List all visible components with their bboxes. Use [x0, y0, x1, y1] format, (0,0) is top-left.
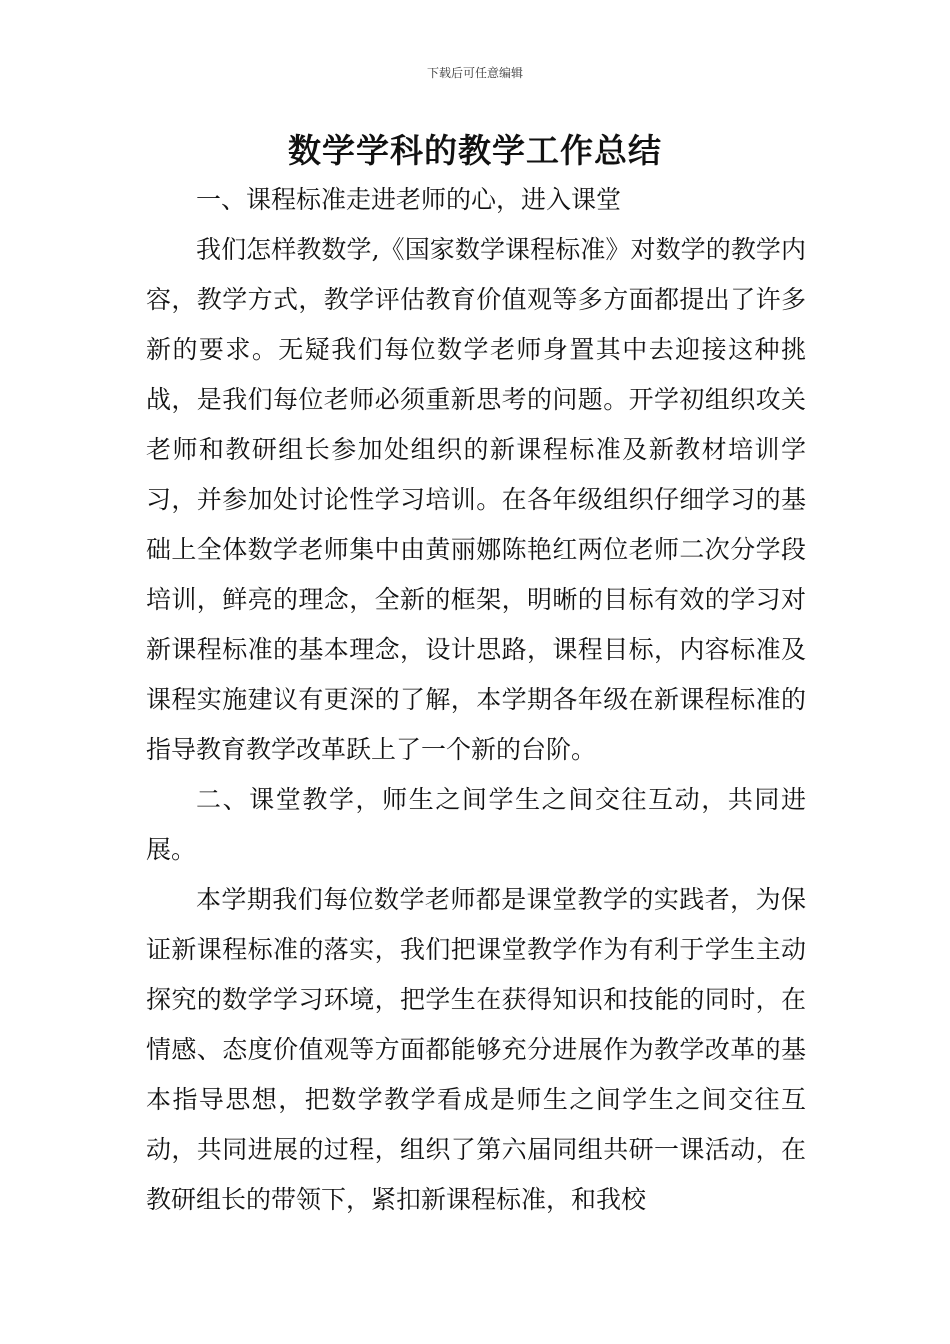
document-body	[146, 175, 806, 1225]
section-heading-1: 一、课程标准走进老师的心，进入课堂	[196, 185, 622, 214]
document-title: 数学学科的教学工作总结	[288, 131, 662, 170]
paragraph-1: 我们怎样教数学,《国家数学课程标准》对数学的教学内容，教学方式，教学评估教育价值观等多方面都提出了许多新的要求。无疑我们每位数学老师身置其中去迎接这种挑战，是我们每位老师必须重新思考的问题。开学初组织攻关老师和教研组长参加处组织的新课程标准及新教材培训学习，并参加处讨论性学习培训。在各年级组织仔细学习的基础上全体数学老师集中由黄丽娜陈艳红两位老师二次分学段培训，鲜亮的理念，全新的框架，明晰的目标有效的学习对新课程标准的基本理念，设计思路，课程目标，内容标准及课程实施建议有更深的了解，本学期各年级在新课程标准的指导教育教学改革跃上了一个新的台阶。	[146, 235, 806, 764]
section-heading-2: 二、课堂教学，师生之间学生之间交往互动，共同进展。	[146, 785, 806, 864]
header-note: 下载后可任意编辑	[426, 66, 523, 80]
paragraph-2: 本学期我们每位数学老师都是课堂教学的实践者，为保证新课程标准的落实，我们把课堂教学作为有利于学生主动探究的数学学习环境，把学生在获得知识和技能的同时，在情感、态度价值观等方面都能够充分进展作为教学改革的基本指导思想，把数学教学看成是师生之间学生之间交往互动，共同进展的过程，组织了第六届同组共研一课活动，在教研组长的带领下，紧扣新课程标准，和我校	[146, 885, 806, 1214]
